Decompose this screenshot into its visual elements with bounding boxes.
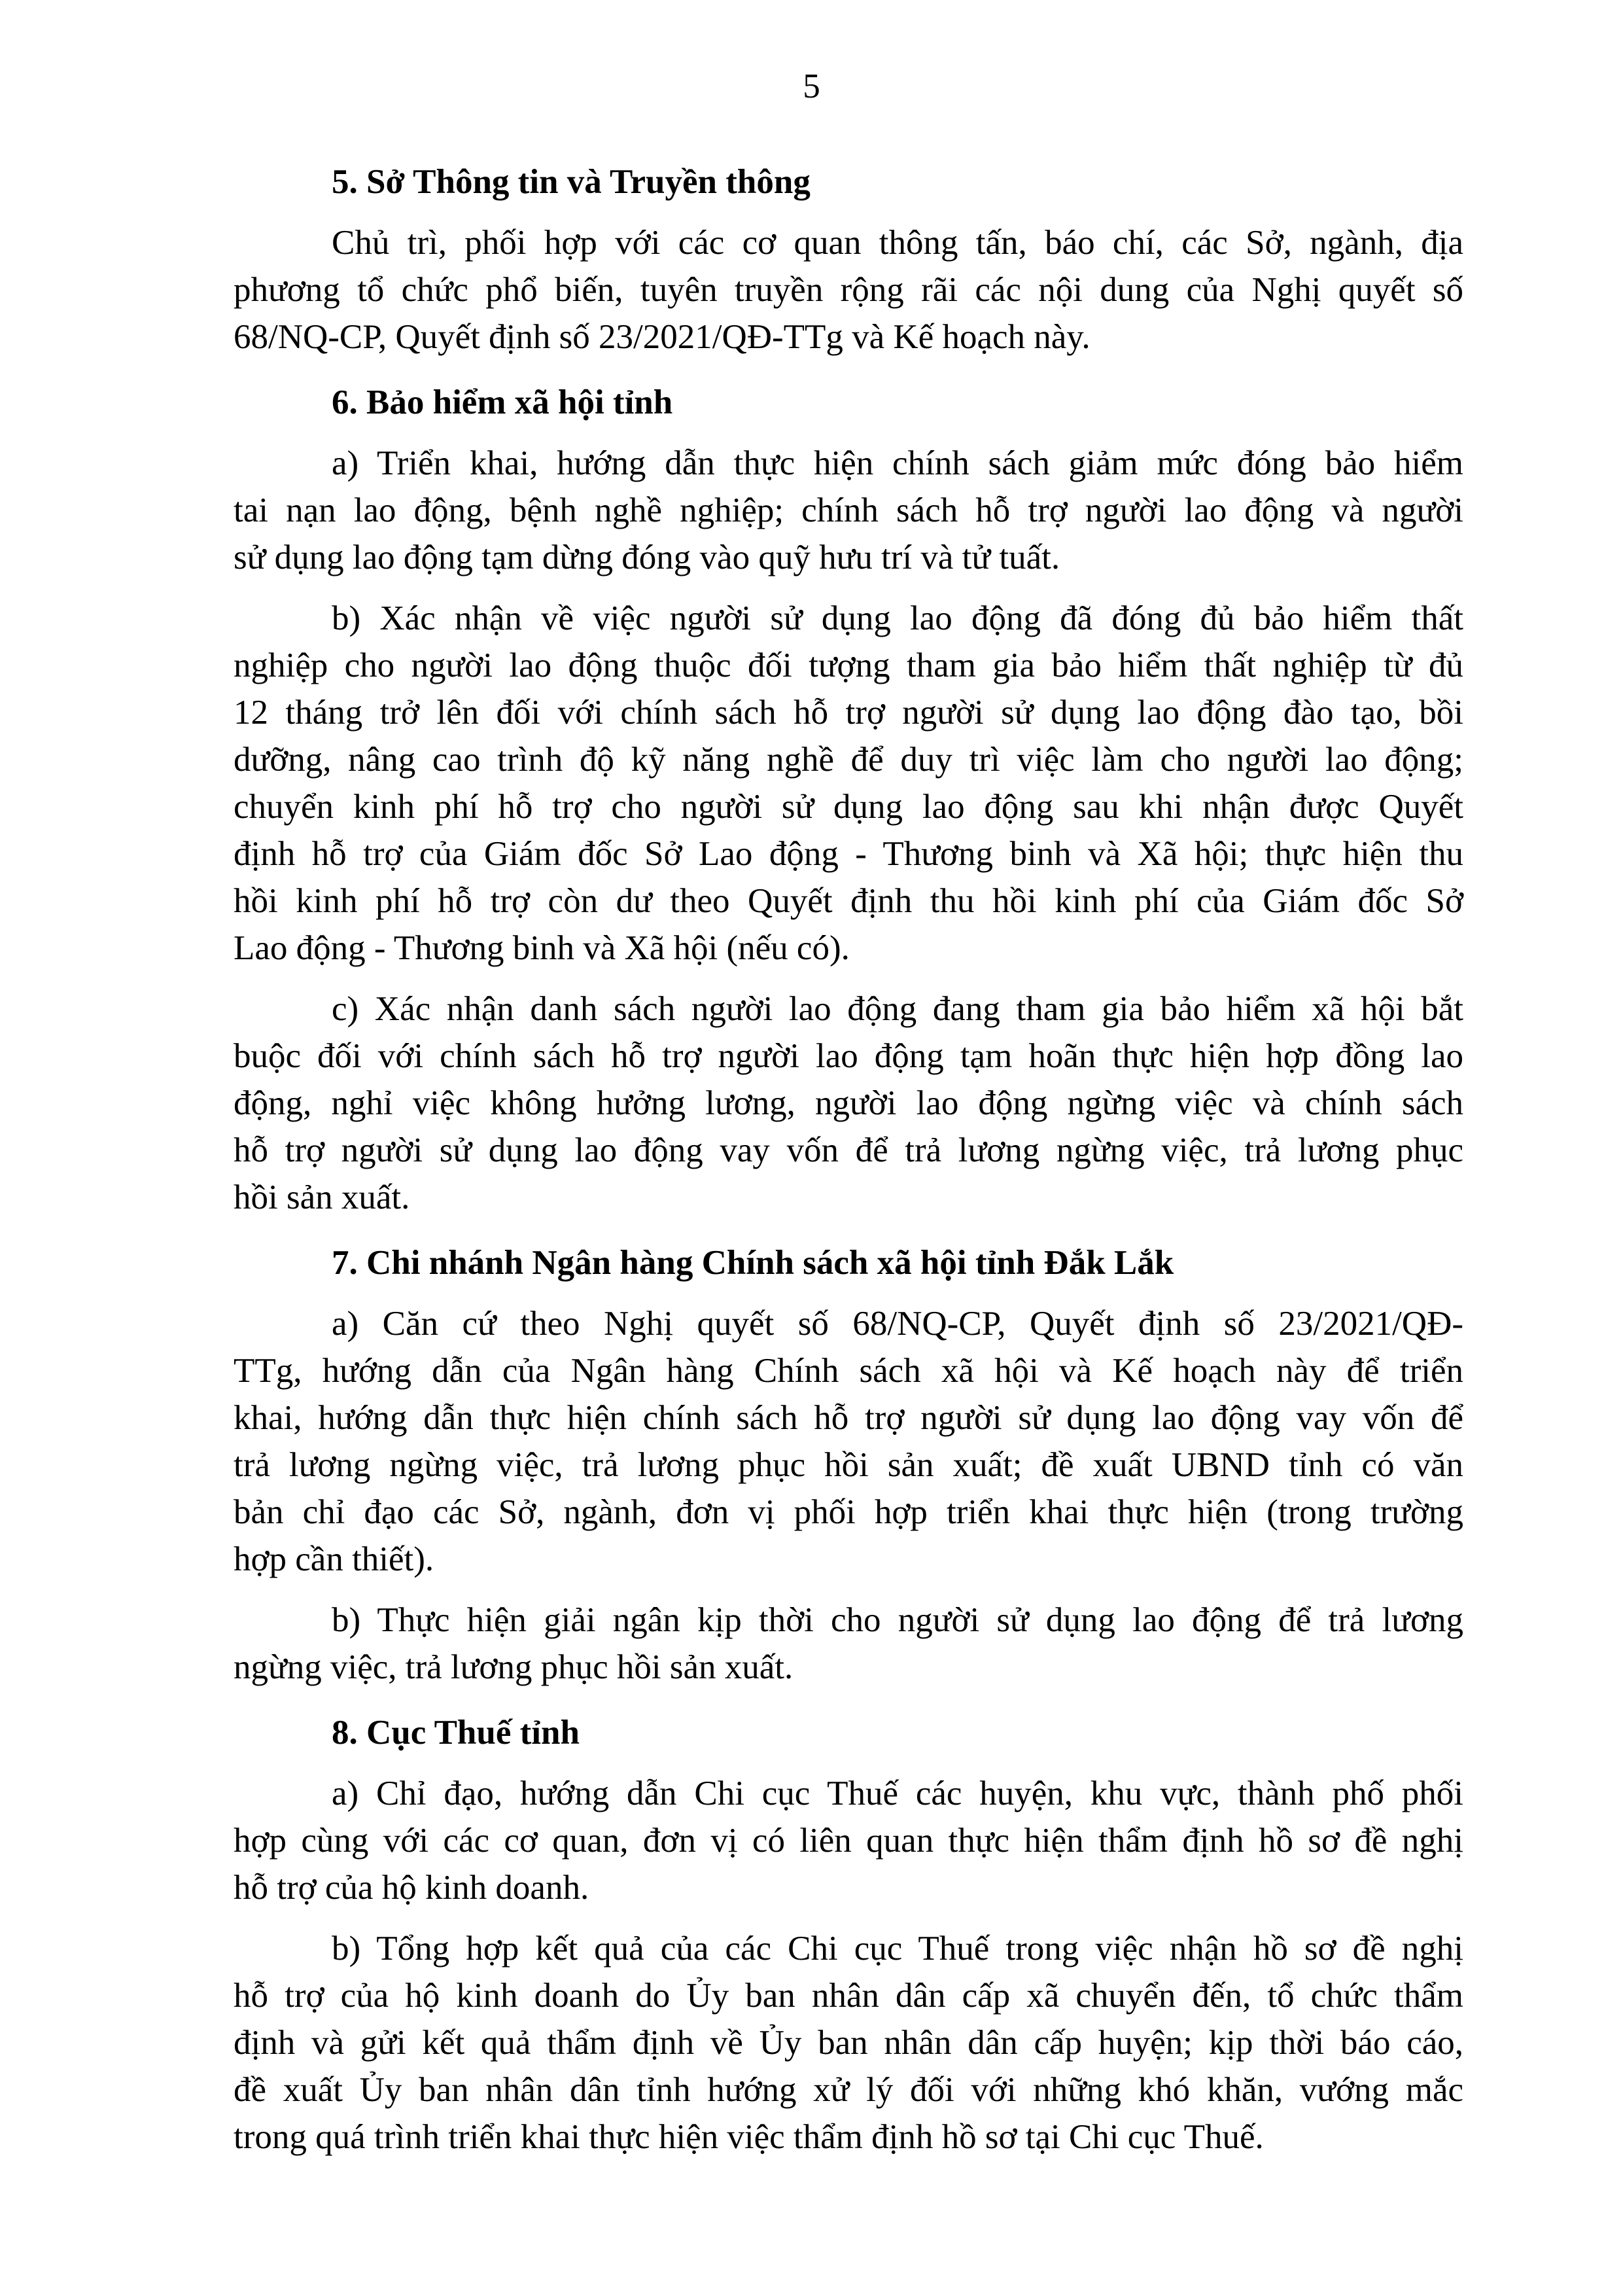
section-8-item-b bbox=[234, 1925, 1463, 2161]
paragraph-line: hỗ trợ của hộ kinh doanh. bbox=[234, 1869, 589, 1907]
paragraph-line: trong quá trình triển khai thực hiện việc thẩm định hồ sơ tại Chi cục Thuế. bbox=[234, 2118, 1264, 2156]
paragraph-line: TTg, hướng dẫn của Ngân hàng Chính sách xã hội và Kế hoạch này để triển bbox=[234, 1352, 1463, 1390]
paragraph-line: phương tổ chức phổ biến, tuyên truyền rộng rãi các nội dung của Nghị quyết số bbox=[234, 271, 1463, 309]
paragraph-line: hợp cần thiết). bbox=[234, 1540, 434, 1578]
section-7-heading bbox=[234, 1239, 1463, 1286]
section-5-heading bbox=[234, 158, 1463, 205]
paragraph-line: ngừng việc, trả lương phục hồi sản xuất. bbox=[234, 1648, 794, 1686]
section-7-item-b bbox=[234, 1597, 1463, 1691]
paragraph-line: dưỡng, nâng cao trình độ kỹ năng nghề để duy trì việc làm cho người lao động; bbox=[234, 741, 1463, 779]
paragraph-line: 68/NQ-CP, Quyết định số 23/2021/QĐ-TTg và Kế hoạch này. bbox=[234, 318, 1091, 356]
paragraph-line: động, nghỉ việc không hưởng lương, người lao động ngừng việc và chính sách bbox=[234, 1084, 1463, 1122]
paragraph-line: Lao động - Thương binh và Xã hội (nếu có). bbox=[234, 929, 850, 967]
paragraph-line: hỗ trợ của hộ kinh doanh do Ủy ban nhân dân cấp xã chuyển đến, tổ chức thẩm bbox=[234, 1977, 1463, 2015]
heading-line: 5. Sở Thông tin và Truyền thông bbox=[332, 163, 811, 201]
paragraph-line: a) Triển khai, hướng dẫn thực hiện chính sách giảm mức đóng bảo hiểm bbox=[332, 444, 1463, 482]
paragraph-line: Chủ trì, phối hợp với các cơ quan thông tấn, báo chí, các Sở, ngành, địa bbox=[332, 224, 1463, 262]
paragraph-line: hỗ trợ người sử dụng lao động vay vốn để trả lương ngừng việc, trả lương phục bbox=[234, 1131, 1463, 1169]
paragraph-line: định và gửi kết quả thẩm định về Ủy ban nhân dân cấp huyện; kịp thời báo cáo, bbox=[234, 2024, 1463, 2062]
document-body bbox=[234, 158, 1463, 2161]
paragraph-line: tai nạn lao động, bệnh nghề nghiệp; chính sách hỗ trợ người lao động và người bbox=[234, 491, 1463, 529]
paragraph-line: định hỗ trợ của Giám đốc Sở Lao động - Thương binh và Xã hội; thực hiện thu bbox=[234, 835, 1463, 873]
paragraph-line: a) Chỉ đạo, hướng dẫn Chi cục Thuế các huyện, khu vực, thành phố phối bbox=[332, 1775, 1463, 1812]
paragraph-line: chuyển kinh phí hỗ trợ cho người sử dụng lao động sau khi nhận được Quyết bbox=[234, 788, 1463, 826]
section-8-item-a bbox=[234, 1770, 1463, 1911]
paragraph-line: b) Xác nhận về việc người sử dụng lao động đã đóng đủ bảo hiểm thất bbox=[332, 599, 1463, 637]
section-6-heading bbox=[234, 379, 1463, 426]
paragraph-line: hồi kinh phí hỗ trợ còn dư theo Quyết định thu hồi kinh phí của Giám đốc Sở bbox=[234, 882, 1463, 920]
paragraph-line: a) Căn cứ theo Nghị quyết số 68/NQ-CP, Quyết định số 23/2021/QĐ- bbox=[332, 1305, 1463, 1343]
paragraph-line: 12 tháng trở lên đối với chính sách hỗ trợ người sử dụng lao động đào tạo, bồi bbox=[234, 694, 1463, 732]
section-6-item-b bbox=[234, 595, 1463, 972]
paragraph-line: khai, hướng dẫn thực hiện chính sách hỗ trợ người sử dụng lao động vay vốn để bbox=[234, 1399, 1463, 1437]
paragraph-line: trả lương ngừng việc, trả lương phục hồi sản xuất; đề xuất UBND tỉnh có văn bbox=[234, 1446, 1463, 1484]
paragraph-line: buộc đối với chính sách hỗ trợ người lao động tạm hoãn thực hiện hợp đồng lao bbox=[234, 1037, 1463, 1075]
paragraph-line: đề xuất Ủy ban nhân dân tỉnh hướng xử lý đối với những khó khăn, vướng mắc bbox=[234, 2071, 1463, 2109]
section-6-item-a bbox=[234, 440, 1463, 581]
section-5-paragraph bbox=[234, 219, 1463, 361]
heading-line: 7. Chi nhánh Ngân hàng Chính sách xã hội tỉnh Đắk Lắk bbox=[332, 1244, 1174, 1282]
paragraph-line: nghiệp cho người lao động thuộc đối tượng tham gia bảo hiểm thất nghiệp từ đủ bbox=[234, 646, 1463, 684]
heading-line: 6. Bảo hiểm xã hội tỉnh bbox=[332, 383, 673, 421]
paragraph-line: hợp cùng với các cơ quan, đơn vị có liên quan thực hiện thẩm định hồ sơ đề nghị bbox=[234, 1822, 1463, 1860]
page-number: 5 bbox=[803, 67, 820, 105]
section-8-heading bbox=[234, 1709, 1463, 1756]
paragraph-line: c) Xác nhận danh sách người lao động đang tham gia bảo hiểm xã hội bắt bbox=[332, 990, 1463, 1028]
paragraph-line: b) Thực hiện giải ngân kịp thời cho người sử dụng lao động để trả lương bbox=[332, 1601, 1463, 1639]
paragraph-line: sử dụng lao động tạm dừng đóng vào quỹ hưu trí và tử tuất. bbox=[234, 539, 1060, 576]
paragraph-line: hồi sản xuất. bbox=[234, 1178, 410, 1216]
section-7-item-a bbox=[234, 1300, 1463, 1583]
paragraph-line: b) Tổng hợp kết quả của các Chi cục Thuế trong việc nhận hồ sơ đề nghị bbox=[332, 1930, 1463, 1968]
heading-line: 8. Cục Thuế tỉnh bbox=[332, 1714, 580, 1752]
section-6-item-c bbox=[234, 985, 1463, 1221]
paragraph-line: bản chỉ đạo các Sở, ngành, đơn vị phối hợp triển khai thực hiện (trong trường bbox=[234, 1493, 1463, 1531]
